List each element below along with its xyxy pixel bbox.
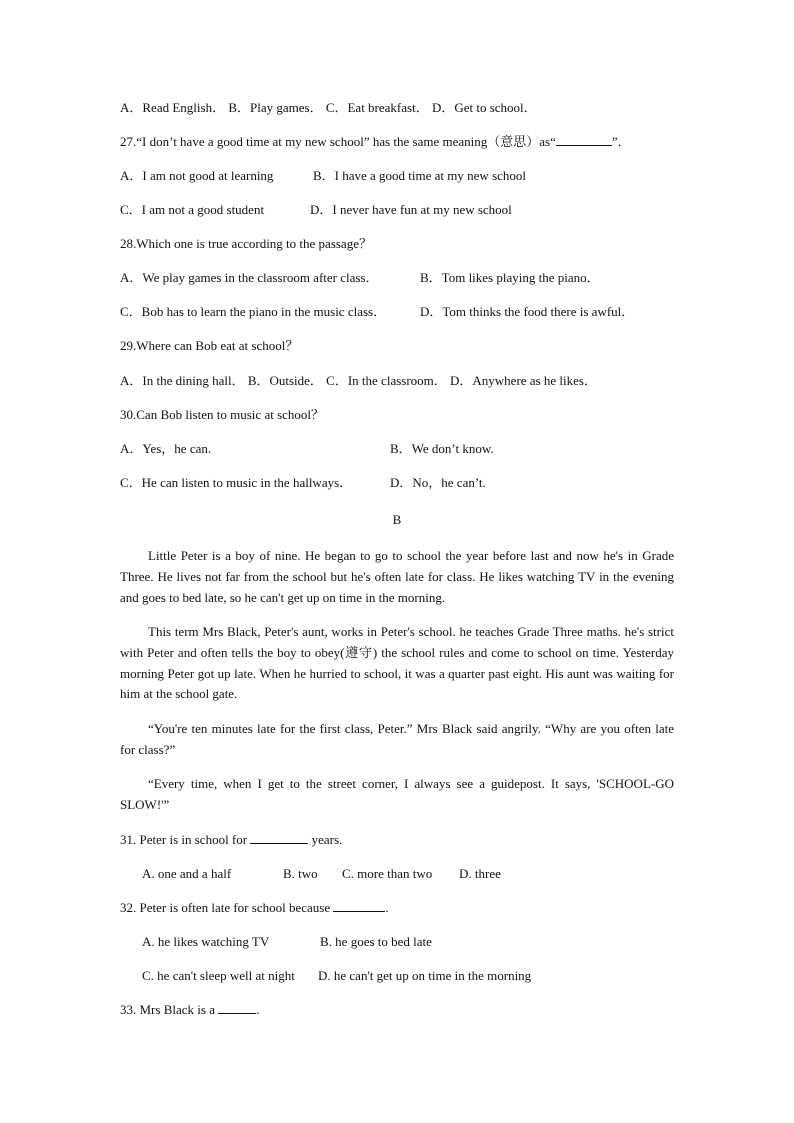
passage-paragraph-4: “Every time, when I get to the street corner, I always see a guidepost. It says, 'SCHOOL-GO SLOW!'”: [120, 776, 674, 812]
q27-option-a: A．I am not good at learning: [120, 168, 274, 183]
q30-option-c: C．He can listen to music in the hallways．: [120, 475, 353, 490]
q27-stem-after: ”．: [611, 134, 631, 149]
q30-option-b: B．We don’t know.: [390, 441, 494, 456]
answer-blank: [556, 133, 612, 146]
q27-stem: [120, 133, 631, 151]
q31-option-c: C. more than two: [342, 866, 433, 881]
q28-option-c: C．Bob has to learn the piano in the music class．: [120, 304, 387, 319]
q33-stem: [120, 1001, 259, 1019]
q26-options: A．Read English． B．Play games． C．Eat breakfast． D．Get to school．: [120, 100, 537, 115]
answer-blank: [333, 899, 385, 912]
q28-stem: 28.Which one is true according to the passage？: [120, 236, 372, 251]
q28-option-d: D．Tom thinks the food there is awful．: [420, 304, 635, 319]
q27-stem-before: 27.“I don’t have a good time at my new school” has the same meaning（意思）as“: [120, 134, 556, 149]
q27-option-c: C．I am not a good student: [120, 202, 265, 217]
q32-option-a: A. he likes watching TV: [142, 934, 270, 949]
answer-blank: [218, 1001, 256, 1014]
q32-option-d: D. he can't get up on time in the morning: [318, 968, 532, 983]
q30-stem: 30.Can Bob listen to music at school？: [120, 407, 325, 422]
passage-paragraph-3: “You're ten minutes late for the first class, Peter.” Mrs Black said angrily. “Why are you often late for class?”: [120, 721, 674, 757]
q30-option-a: A．Yes，he can.: [120, 441, 212, 456]
q28-option-a: A．We play games in the classroom after class．: [120, 270, 379, 285]
q33-stem-after: .: [256, 1002, 260, 1017]
q32-option-b: B. he goes to bed late: [320, 934, 432, 949]
q31-option-b: B. two: [283, 866, 318, 881]
q29-stem: 29.Where can Bob eat at school？: [120, 338, 299, 353]
q32-option-c: C. he can't sleep well at night: [142, 968, 295, 983]
q31-option-a: A. one and a half: [142, 866, 232, 881]
q30-option-d: D．No，he can’t.: [390, 475, 486, 490]
q28-option-b: B．Tom likes playing the piano．: [420, 270, 600, 285]
passage-paragraph-1: Little Peter is a boy of nine. He began to go to school the year before last and now he's in Grade Three. He lives not far from the school but he's often late for class. He likes watching TV in the evening and goes to bed late, so he can't get up on time in the morning.: [120, 548, 674, 605]
q31-stem-before: 31. Peter is in school for: [120, 832, 251, 847]
q31-stem-after: years.: [308, 832, 343, 847]
q27-option-b: B．I have a good time at my new school: [313, 168, 527, 183]
passage-paragraph-2: This term Mrs Black, Peter's aunt, works in Peter's school. he teaches Grade Three maths. he's strict with Peter and often tells the boy to obey(遵守) the school rules and come to school on time. Yesterday morning Peter got up late. When he hurried to school, it was a quarter past eight. His aunt was waiting for him at the school gate.: [120, 624, 674, 702]
section-heading: B: [392, 512, 402, 527]
q33-stem-before: 33. Mrs Black is a: [120, 1002, 219, 1017]
q31-stem: [120, 831, 342, 849]
q32-stem-before: 32. Peter is often late for school because: [120, 900, 334, 915]
answer-blank: [250, 831, 308, 844]
q27-option-d: D．I never have fun at my new school: [310, 202, 512, 217]
q29-options: A．In the dining hall． B．Outside． C．In the classroom． D．Anywhere as he likes．: [120, 373, 597, 388]
q31-option-d: D. three: [459, 866, 501, 881]
q32-stem-after: .: [385, 900, 389, 915]
q32-stem: [120, 899, 389, 917]
